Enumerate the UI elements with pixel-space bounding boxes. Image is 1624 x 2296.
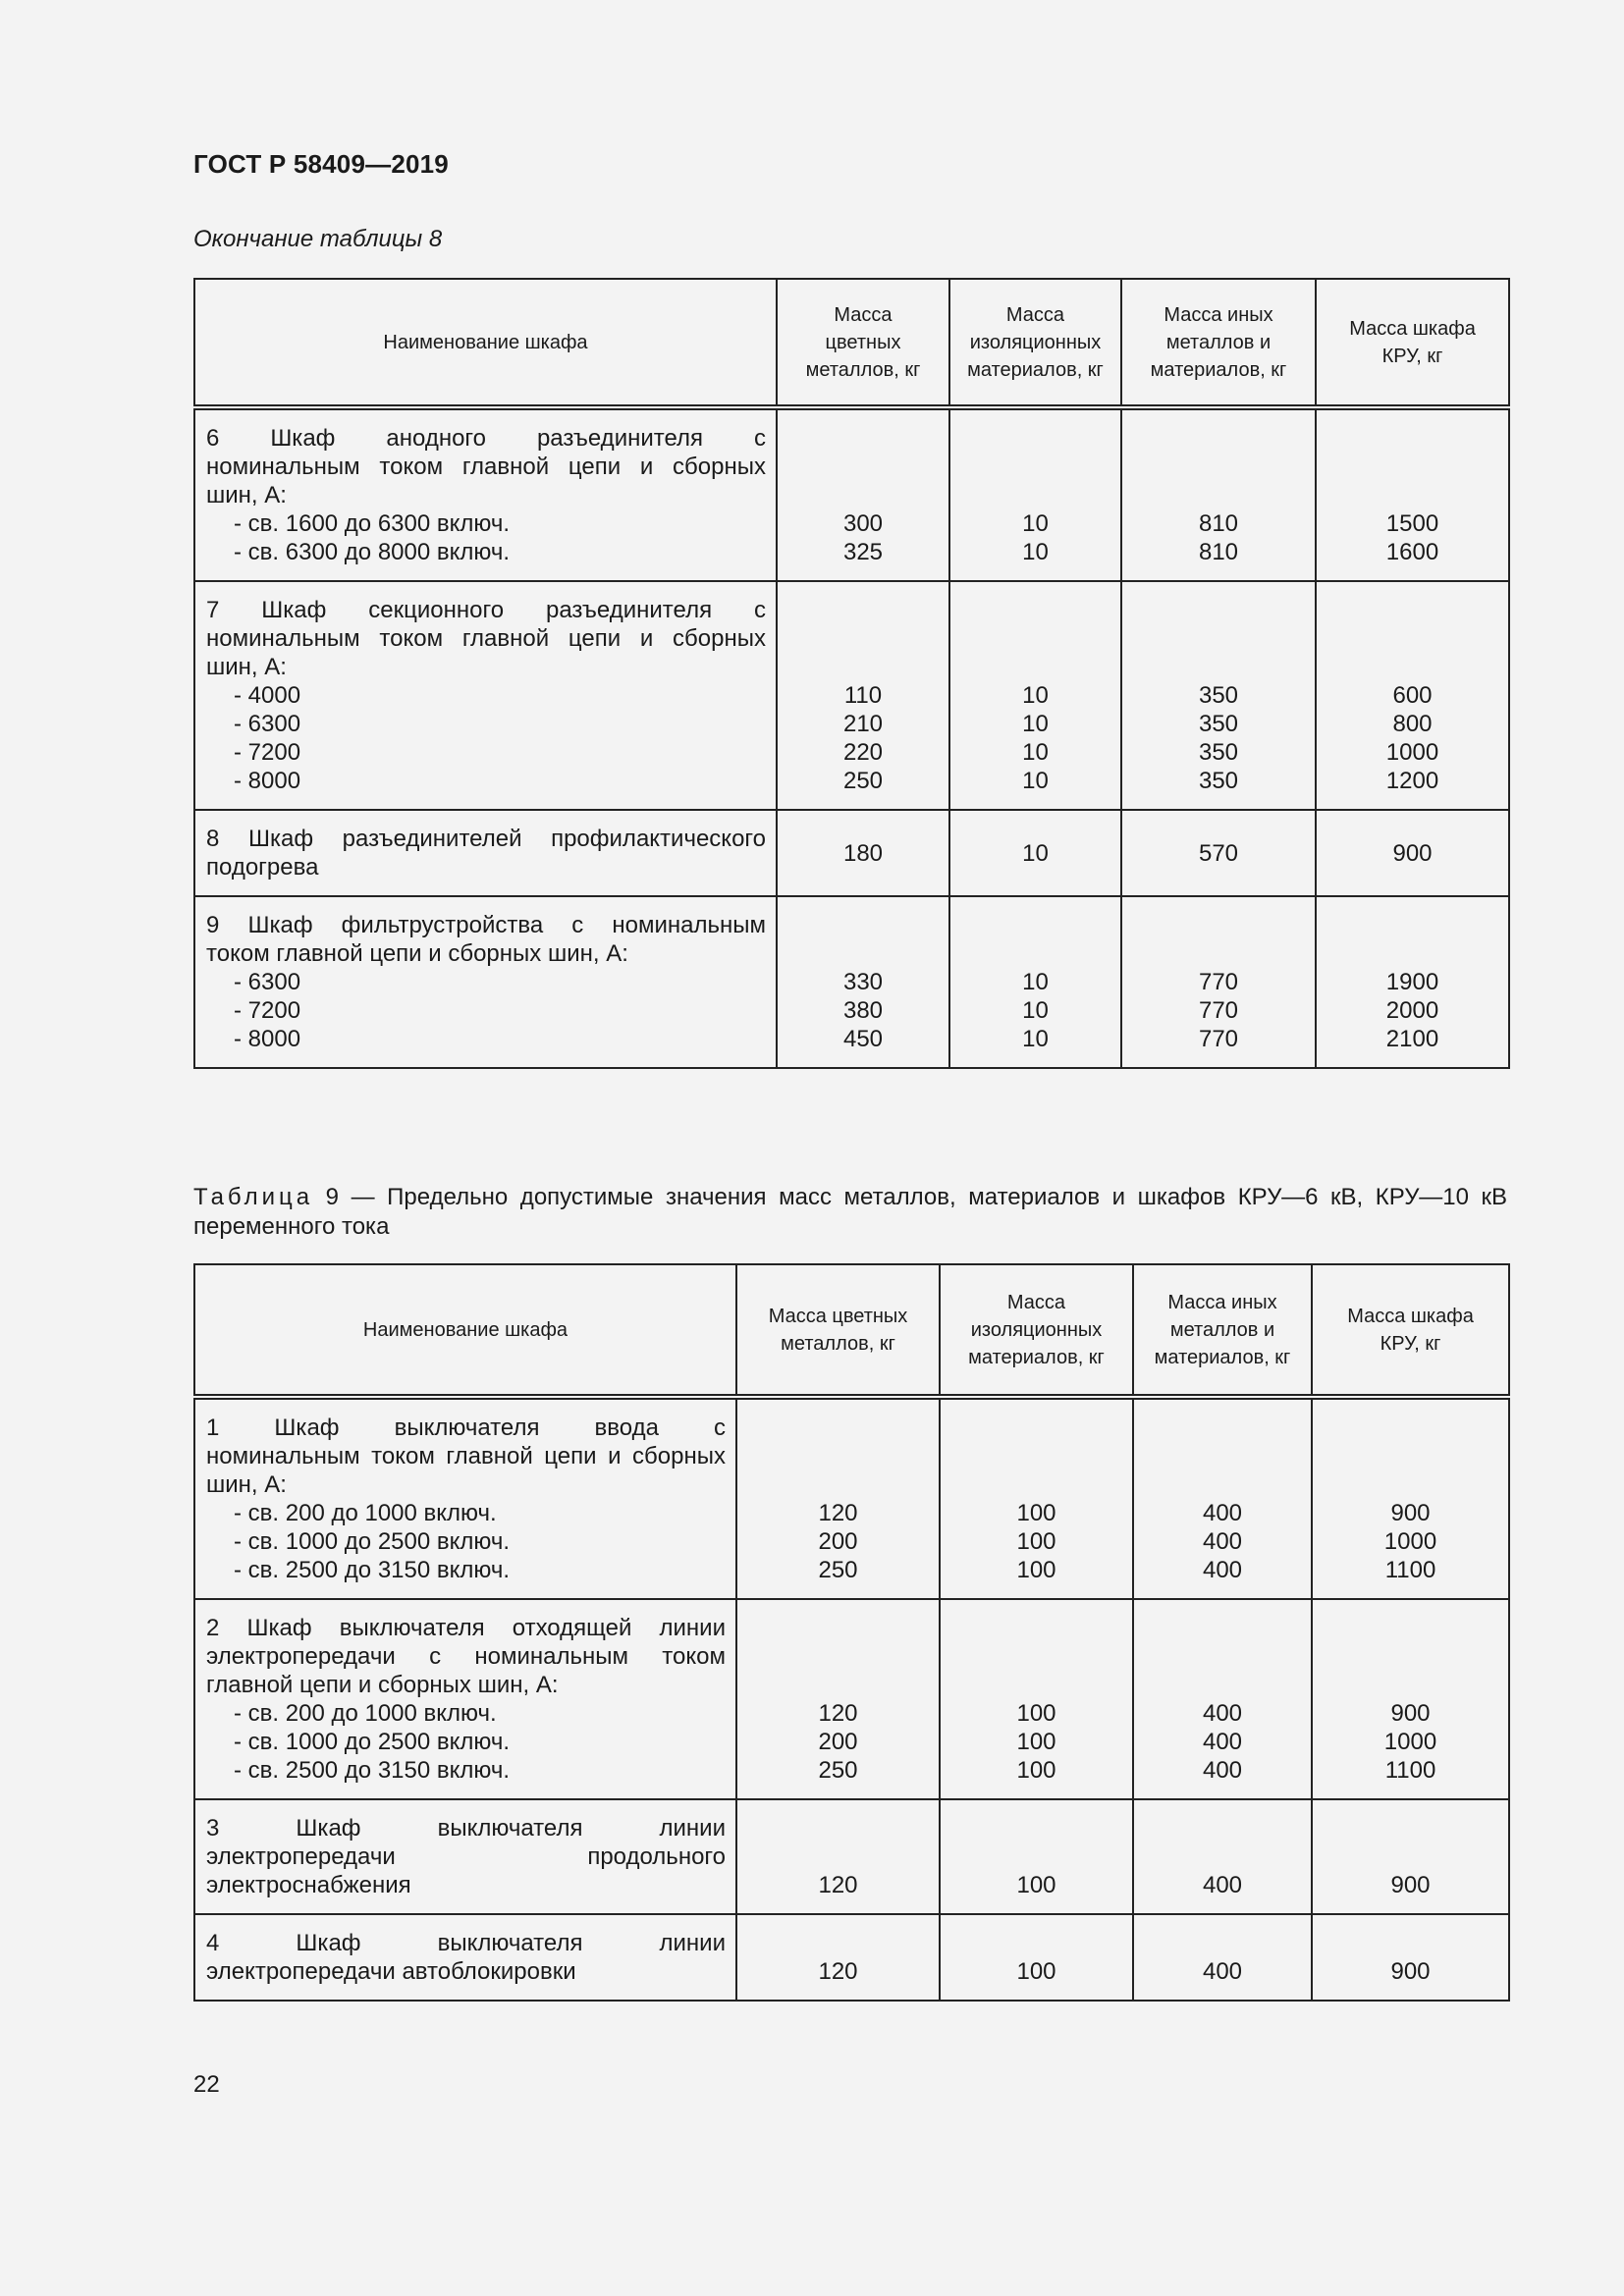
value-other: 770 <box>1198 997 1239 1024</box>
value-list <box>782 681 945 795</box>
value-total: 1200 <box>1385 768 1439 794</box>
value-total: 900 <box>1392 839 1433 867</box>
item-sub-range: - 6300 <box>234 969 301 995</box>
value-other: 400 <box>1202 1557 1243 1583</box>
table-8-body <box>194 407 1509 1068</box>
value-cell-total <box>1312 1397 1509 1599</box>
value-cell-insulation <box>949 896 1121 1068</box>
value-list <box>1126 839 1311 868</box>
item-title-line: номинальным током главной цепи и сборных <box>206 625 766 652</box>
value-other: 400 <box>1202 1528 1243 1555</box>
value-cell-color-metals <box>736 1799 940 1914</box>
value-list <box>1138 1871 1307 1899</box>
value-total: 1600 <box>1385 539 1439 565</box>
value-color-metals: 120 <box>818 1500 858 1526</box>
value-total: 1100 <box>1384 1757 1436 1784</box>
item-name-cell <box>194 1799 736 1914</box>
table-row <box>194 896 1509 1068</box>
column-header-color-metals: Масса цветных металлов, кг <box>736 1264 940 1397</box>
item-title-line: 1 Шкаф выключателя ввода с <box>206 1415 726 1441</box>
column-header-total: Масса шкафа КРУ, кг <box>1316 279 1509 407</box>
item-title-line: 4 Шкаф выключателя линии <box>206 1930 726 1956</box>
value-cell-color-metals <box>777 810 949 896</box>
value-list <box>1126 968 1311 1053</box>
table-row <box>194 1914 1509 2001</box>
item-sub-range: - св. 6300 до 8000 включ. <box>234 539 511 565</box>
value-total: 600 <box>1392 682 1433 709</box>
value-cell-insulation <box>949 810 1121 896</box>
table-row <box>194 1599 1509 1799</box>
value-cell-total <box>1316 810 1509 896</box>
value-cell-other <box>1121 810 1316 896</box>
table-8-continuation-caption: Окончание таблицы 8 <box>193 226 443 252</box>
value-color-metals: 200 <box>818 1729 858 1755</box>
value-insulation: 100 <box>1016 1557 1056 1583</box>
value-list <box>945 1957 1128 1986</box>
item-title-line: 6 Шкаф анодного разъединителя с <box>206 425 766 452</box>
value-cell-other <box>1133 1914 1312 2001</box>
item-title-line: электропередачи продольного <box>206 1843 726 1870</box>
item-title-line: номинальным током главной цепи и сборных <box>206 1443 726 1469</box>
document-designation: ГОСТ Р 58409—2019 <box>193 149 449 179</box>
value-other: 350 <box>1198 768 1239 794</box>
value-color-metals: 450 <box>842 1026 884 1052</box>
item-name-cell <box>194 1914 736 2001</box>
item-sub-range: - св. 200 до 1000 включ. <box>234 1500 497 1526</box>
value-cell-color-metals <box>777 581 949 810</box>
value-list <box>945 1699 1128 1785</box>
item-title-line: 9 Шкаф фильтрустройства с номинальным <box>206 912 766 938</box>
item-title-line: электропередачи автоблокировки <box>206 1958 576 1985</box>
value-list <box>1321 681 1504 795</box>
item-title-line: током главной цепи и сборных шин, А: <box>206 940 628 967</box>
value-insulation: 100 <box>1016 1528 1056 1555</box>
item-name-cell <box>194 407 777 581</box>
item-sub-range: - св. 1000 до 2500 включ. <box>234 1528 511 1555</box>
value-cell-other <box>1133 1397 1312 1599</box>
value-cell-color-metals <box>777 896 949 1068</box>
value-color-metals: 210 <box>842 711 884 737</box>
item-sub-range: - св. 2500 до 3150 включ. <box>234 1757 511 1784</box>
item-title-line: электроснабжения <box>206 1872 411 1898</box>
item-title-line: шин, А: <box>206 1471 287 1498</box>
value-list <box>1317 1699 1504 1785</box>
value-cell-total <box>1312 1799 1509 1914</box>
value-other: 350 <box>1198 739 1239 766</box>
value-list <box>1138 1957 1307 1986</box>
value-insulation: 10 <box>1022 539 1049 565</box>
value-total: 900 <box>1390 1958 1431 1985</box>
item-title-line: номинальным током главной цепи и сборных <box>206 454 766 480</box>
value-cell-total <box>1312 1599 1509 1799</box>
value-other: 770 <box>1198 969 1239 995</box>
value-cell-insulation <box>940 1914 1133 2001</box>
item-title-line: электропередачи с номинальным током <box>206 1643 726 1670</box>
value-cell-other <box>1133 1799 1312 1914</box>
value-cell-other <box>1133 1599 1312 1799</box>
value-list <box>741 1699 935 1785</box>
value-list <box>782 509 945 566</box>
value-insulation: 100 <box>1016 1958 1056 1985</box>
value-cell-total <box>1316 581 1509 810</box>
value-total: 2100 <box>1385 1026 1439 1052</box>
value-insulation: 100 <box>1016 1757 1056 1784</box>
column-header-total: Масса шкафа КРУ, кг <box>1312 1264 1509 1397</box>
value-total: 900 <box>1390 1700 1431 1727</box>
item-sub-range: - 8000 <box>234 768 301 794</box>
value-color-metals: 250 <box>818 1757 858 1784</box>
value-other: 400 <box>1202 1700 1243 1727</box>
value-other: 400 <box>1202 1757 1243 1784</box>
item-sub-range: - 6300 <box>234 711 301 737</box>
value-list <box>954 681 1116 795</box>
value-total: 1100 <box>1384 1557 1436 1583</box>
column-header-color-metals: Масса цветных металлов, кг <box>777 279 949 407</box>
item-title-line: 2 Шкаф выключателя отходящей линии <box>206 1615 726 1641</box>
table-row <box>194 407 1509 581</box>
column-header-name: Наименование шкафа <box>194 279 777 407</box>
column-header-insulation: Масса изоляционных материалов, кг <box>949 279 1121 407</box>
value-list <box>954 509 1116 566</box>
value-insulation: 10 <box>1022 997 1049 1024</box>
item-sub-range: - 7200 <box>234 739 301 766</box>
column-header-other: Масса иных металлов и материалов, кг <box>1133 1264 1312 1397</box>
value-cell-other <box>1121 896 1316 1068</box>
value-insulation: 10 <box>1022 969 1049 995</box>
value-insulation: 10 <box>1022 1026 1049 1052</box>
table-row <box>194 581 1509 810</box>
table-9 <box>193 1263 1510 2002</box>
item-title-line: 7 Шкаф секционного разъединителя с <box>206 597 766 623</box>
value-other: 570 <box>1198 839 1239 867</box>
value-cell-total <box>1312 1914 1509 2001</box>
item-name-cell <box>194 896 777 1068</box>
value-other: 770 <box>1198 1026 1239 1052</box>
item-title-line: шин, А: <box>206 482 287 508</box>
value-total: 800 <box>1392 711 1433 737</box>
value-total: 1500 <box>1385 510 1439 537</box>
item-title-line: шин, А: <box>206 654 287 680</box>
value-list <box>1317 1499 1504 1584</box>
value-list <box>741 1499 935 1584</box>
item-sub-range: - св. 1600 до 6300 включ. <box>234 510 511 537</box>
value-list <box>1321 968 1504 1053</box>
value-total: 900 <box>1390 1500 1431 1526</box>
value-insulation: 10 <box>1022 711 1049 737</box>
table-8 <box>193 278 1510 1069</box>
value-insulation: 10 <box>1022 682 1049 709</box>
page-number: 22 <box>193 2071 220 2098</box>
value-cell-insulation <box>940 1397 1133 1599</box>
value-list <box>1138 1699 1307 1785</box>
value-color-metals: 250 <box>842 768 884 794</box>
value-cell-total <box>1316 407 1509 581</box>
table-9-caption <box>193 1183 1507 1242</box>
value-other: 400 <box>1202 1872 1243 1898</box>
value-list <box>1126 509 1311 566</box>
value-list <box>945 1499 1128 1584</box>
table-row <box>194 810 1509 896</box>
value-cell-color-metals <box>736 1914 940 2001</box>
value-insulation: 10 <box>1022 839 1049 867</box>
item-sub-range: - св. 2500 до 3150 включ. <box>234 1557 511 1583</box>
value-color-metals: 330 <box>842 969 884 995</box>
item-sub-range: - св. 200 до 1000 включ. <box>234 1700 497 1727</box>
table-9-body <box>194 1397 1509 2001</box>
table-9-caption-text: 9 — Предельно допустимые значения масс металлов, материалов и шкафов КРУ—6 кВ, КРУ—10 кВ переменного тока <box>193 1184 1507 1240</box>
item-name-cell <box>194 810 777 896</box>
item-sub-range: - 8000 <box>234 1026 301 1052</box>
table-row <box>194 1799 1509 1914</box>
value-cell-total <box>1316 896 1509 1068</box>
value-cell-insulation <box>940 1799 1133 1914</box>
value-insulation: 100 <box>1016 1729 1056 1755</box>
value-insulation: 10 <box>1022 739 1049 766</box>
value-cell-insulation <box>949 581 1121 810</box>
value-cell-insulation <box>949 407 1121 581</box>
value-other: 400 <box>1202 1958 1243 1985</box>
value-cell-insulation <box>940 1599 1133 1799</box>
column-header-other: Масса иных металлов и материалов, кг <box>1121 279 1316 407</box>
item-name-cell <box>194 581 777 810</box>
value-color-metals: 120 <box>818 1700 858 1727</box>
item-title-line: 3 Шкаф выключателя линии <box>206 1815 726 1842</box>
column-header-name: Наименование шкафа <box>194 1264 736 1397</box>
value-insulation: 100 <box>1016 1872 1056 1898</box>
value-cell-color-metals <box>777 407 949 581</box>
value-other: 400 <box>1202 1500 1243 1526</box>
value-total: 1900 <box>1385 969 1439 995</box>
value-list <box>741 1871 935 1899</box>
value-list <box>741 1957 935 1986</box>
table-9-caption-prefix: Таблица <box>193 1184 314 1210</box>
value-list <box>954 839 1116 868</box>
value-list <box>1126 681 1311 795</box>
column-header-insulation: Масса изоляционных материалов, кг <box>940 1264 1133 1397</box>
item-title-line: подогрева <box>206 854 319 881</box>
value-color-metals: 180 <box>842 839 884 867</box>
value-color-metals: 120 <box>818 1872 858 1898</box>
value-color-metals: 110 <box>843 682 883 709</box>
value-other: 810 <box>1198 510 1239 537</box>
value-other: 810 <box>1198 539 1239 565</box>
item-name-cell <box>194 1397 736 1599</box>
value-total: 1000 <box>1383 1528 1437 1555</box>
value-list <box>1317 1957 1504 1986</box>
value-list <box>954 968 1116 1053</box>
item-sub-range: - 7200 <box>234 997 301 1024</box>
value-list <box>1321 509 1504 566</box>
value-color-metals: 380 <box>842 997 884 1024</box>
value-color-metals: 325 <box>842 539 884 565</box>
value-other: 400 <box>1202 1729 1243 1755</box>
value-cell-other <box>1121 581 1316 810</box>
value-list <box>945 1871 1128 1899</box>
value-total: 900 <box>1390 1872 1431 1898</box>
value-list <box>1317 1871 1504 1899</box>
value-color-metals: 250 <box>818 1557 858 1583</box>
value-cell-other <box>1121 407 1316 581</box>
item-name-cell <box>194 1599 736 1799</box>
value-cell-color-metals <box>736 1599 940 1799</box>
value-list <box>1138 1499 1307 1584</box>
value-insulation: 100 <box>1016 1700 1056 1727</box>
item-title-line: главной цепи и сборных шин, А: <box>206 1672 559 1698</box>
value-color-metals: 120 <box>818 1958 858 1985</box>
value-list <box>782 839 945 868</box>
value-total: 2000 <box>1385 997 1439 1024</box>
value-total: 1000 <box>1385 739 1439 766</box>
table-row <box>194 1397 1509 1599</box>
value-list <box>782 968 945 1053</box>
value-color-metals: 300 <box>842 510 884 537</box>
value-insulation: 100 <box>1016 1500 1056 1526</box>
value-color-metals: 220 <box>842 739 884 766</box>
value-insulation: 10 <box>1022 768 1049 794</box>
value-list <box>1321 839 1504 868</box>
value-total: 1000 <box>1383 1729 1437 1755</box>
value-cell-color-metals <box>736 1397 940 1599</box>
value-other: 350 <box>1198 711 1239 737</box>
value-color-metals: 200 <box>818 1528 858 1555</box>
item-sub-range: - св. 1000 до 2500 включ. <box>234 1729 511 1755</box>
item-title-line: 8 Шкаф разъединителей профилактического <box>206 826 766 852</box>
value-insulation: 10 <box>1022 510 1049 537</box>
value-other: 350 <box>1198 682 1239 709</box>
item-sub-range: - 4000 <box>234 682 301 709</box>
